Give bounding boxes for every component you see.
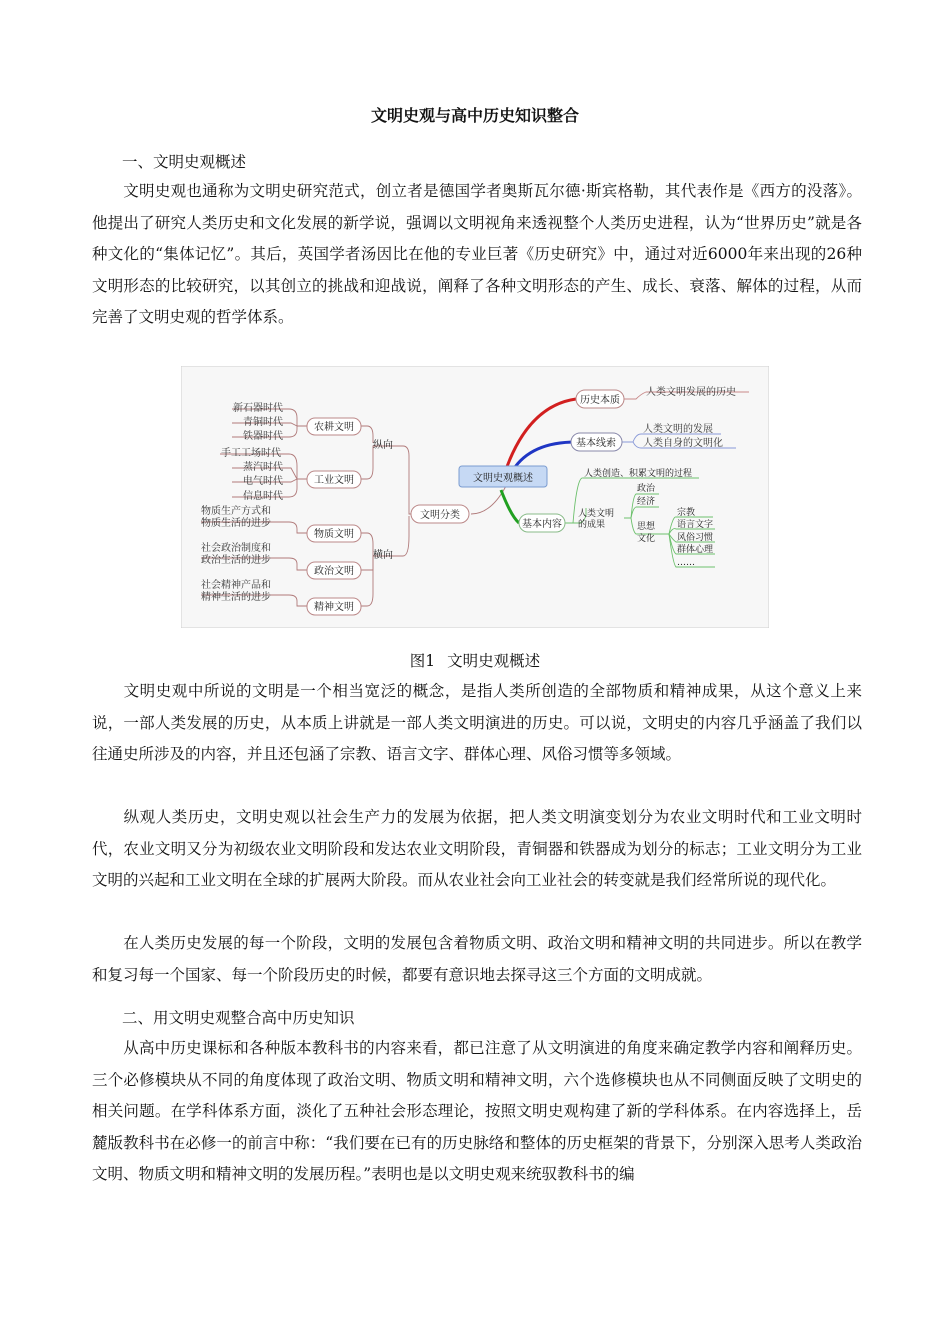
leaf-zhengzhi: 政治	[637, 484, 656, 494]
leaf-fengsu: 风俗习惯	[677, 533, 714, 543]
leaf-neirong-top: 人类创造、积累文明的过程	[584, 469, 693, 479]
leaf-g4: 信息时代	[243, 491, 283, 502]
figure-caption	[0, 649, 950, 671]
node-nonggeng: 农耕文明	[314, 422, 354, 433]
mindmap-figure	[181, 366, 769, 628]
node-zongxiang: 纵向	[373, 440, 393, 451]
leaf-jingji: 经济	[637, 497, 656, 507]
leaf-j1: 社会精神产品和	[201, 580, 271, 591]
leaf-g2: 蒸汽时代	[243, 462, 283, 473]
node-neirong: 基本内容	[522, 519, 562, 530]
paragraph-1-text: 文明史观也通称为文明史研究范式，创立者是德国学者奥斯瓦尔德·斯宾格勒，其代表作是《西方的没落》。他提出了研究人类历史和文化发展的新学说，强调以文明视角来透视整个人类历史进程，认为“世界历史”就是各种文化的“集体记忆”。其后，英国学者汤因比在他的专业巨著《历史研究》中，通过对近6000年来出现的26种文明形态的比较研究，以其创立的挑战和迎战说，阐释了各种文明形态的产生、成长、衰落、解体的过程，从而完善了文明史观的哲学体系。	[92, 182, 862, 326]
node-wuzhi: 物质文明	[314, 529, 354, 540]
leaf-more: ……	[677, 558, 695, 568]
leaf-chengguo-2: 的成果	[578, 520, 606, 530]
node-gongye: 工业文明	[314, 475, 354, 486]
leaf-w1: 物质生产方式和	[201, 506, 271, 517]
leaf-n3: 铁器时代	[243, 431, 283, 442]
leaf-z2: 政治生活的进步	[201, 555, 271, 566]
paragraph-2	[92, 676, 862, 771]
leaf-xiansuo-2: 人类自身的文明化	[643, 438, 723, 449]
node-center: 文明史观概述	[473, 473, 533, 484]
leaf-g3: 电气时代	[243, 476, 283, 487]
leaf-j2: 精神生活的进步	[201, 592, 271, 603]
node-jingshen: 精神文明	[314, 602, 354, 613]
leaf-xiansuo-1: 人类文明的发展	[643, 424, 713, 435]
node-benzhi: 历史本质	[580, 395, 620, 406]
paragraph-4-text: 在人类历史发展的每一个阶段，文明的发展包含着物质文明、政治文明和精神文明的共同进步。所以在教学和复习每一个国家、每一个阶段历史的时候，都要有意识地去探寻这三个方面的文明成就。	[92, 934, 862, 984]
figure-caption-number: 图1	[409, 652, 436, 670]
leaf-n1: 新石器时代	[233, 403, 283, 414]
leaf-g1: 手工工场时代	[221, 448, 281, 459]
leaf-sixiang-1: 思想	[637, 522, 656, 532]
leaf-qunti: 群体心理	[677, 545, 714, 555]
node-xiansuo: 基本线索	[576, 438, 616, 449]
node-wenming-fenlei: 文明分类	[420, 510, 460, 521]
section-heading-1: 一、文明史观概述	[122, 153, 247, 171]
leaf-sixiang-2: 文化	[637, 534, 656, 544]
paragraph-5-text: 从高中历史课标和各种版本教科书的内容来看，都已注意了从文明演进的角度来确定教学内容和阐释历史。三个必修模块从不同的角度体现了政治文明、物质文明和精神文明，六个选修模块也从不同侧面反映了文明史的相关问题。在学科体系方面，淡化了五种社会形态理论，按照文明史观构建了新的学科体系。在内容选择上，岳麓版教科书在必修一的前言中称：“我们要在已有的历史脉络和整体的历史框架的背景下，分别深入思考人类政治文明、物质文明和精神文明的发展历程。”表明也是以文明史观来统驭教科书的编	[92, 1039, 862, 1183]
figure-caption-text: 文明史观概述	[447, 652, 541, 670]
document-title: 文明史观与高中历史知识整合	[370, 106, 579, 125]
mindmap-svg	[181, 366, 769, 628]
paragraph-3-text: 纵观人类历史，文明史观以社会生产力的发展为依据，把人类文明演变划分为农业文明时代和工业文明时代，农业文明又分为初级农业文明阶段和发达农业文明阶段，青铜器和铁器成为划分的标志；工业文明分为工业文明的兴起和工业文明在全球的扩展两大阶段。而从农业社会向工业社会的转变就是我们经常所说的现代化。	[92, 808, 862, 889]
section-heading-2: 二、用文明史观整合高中历史知识	[122, 1009, 355, 1027]
paragraph-1	[92, 176, 862, 334]
leaf-w2: 物质生活的进步	[201, 518, 271, 529]
paragraph-3	[92, 802, 862, 897]
paragraph-5	[92, 1033, 862, 1191]
leaf-chengguo-1: 人类文明	[578, 509, 615, 519]
node-hengxiang: 横向	[373, 550, 393, 561]
paragraph-2-text: 文明史观中所说的文明是一个相当宽泛的概念，是指人类所创造的全部物质和精神成果，从这个意义上来说，一部人类发展的历史，从本质上讲就是一部人类文明演进的历史。可以说，文明史的内容几乎涵盖了我们以往通史所涉及的内容，并且还包涵了宗教、语言文字、群体心理、风俗习惯等多领域。	[92, 682, 862, 763]
leaf-n2: 青铜时代	[243, 417, 283, 428]
leaf-z1: 社会政治制度和	[201, 543, 271, 554]
leaf-zongjiao: 宗教	[677, 508, 696, 518]
leaf-benzhi: 人类文明发展的历史	[646, 387, 736, 398]
paragraph-4	[92, 928, 862, 991]
node-zhengzhi: 政治文明	[314, 566, 354, 577]
leaf-yuyan: 语言文字	[677, 520, 714, 530]
